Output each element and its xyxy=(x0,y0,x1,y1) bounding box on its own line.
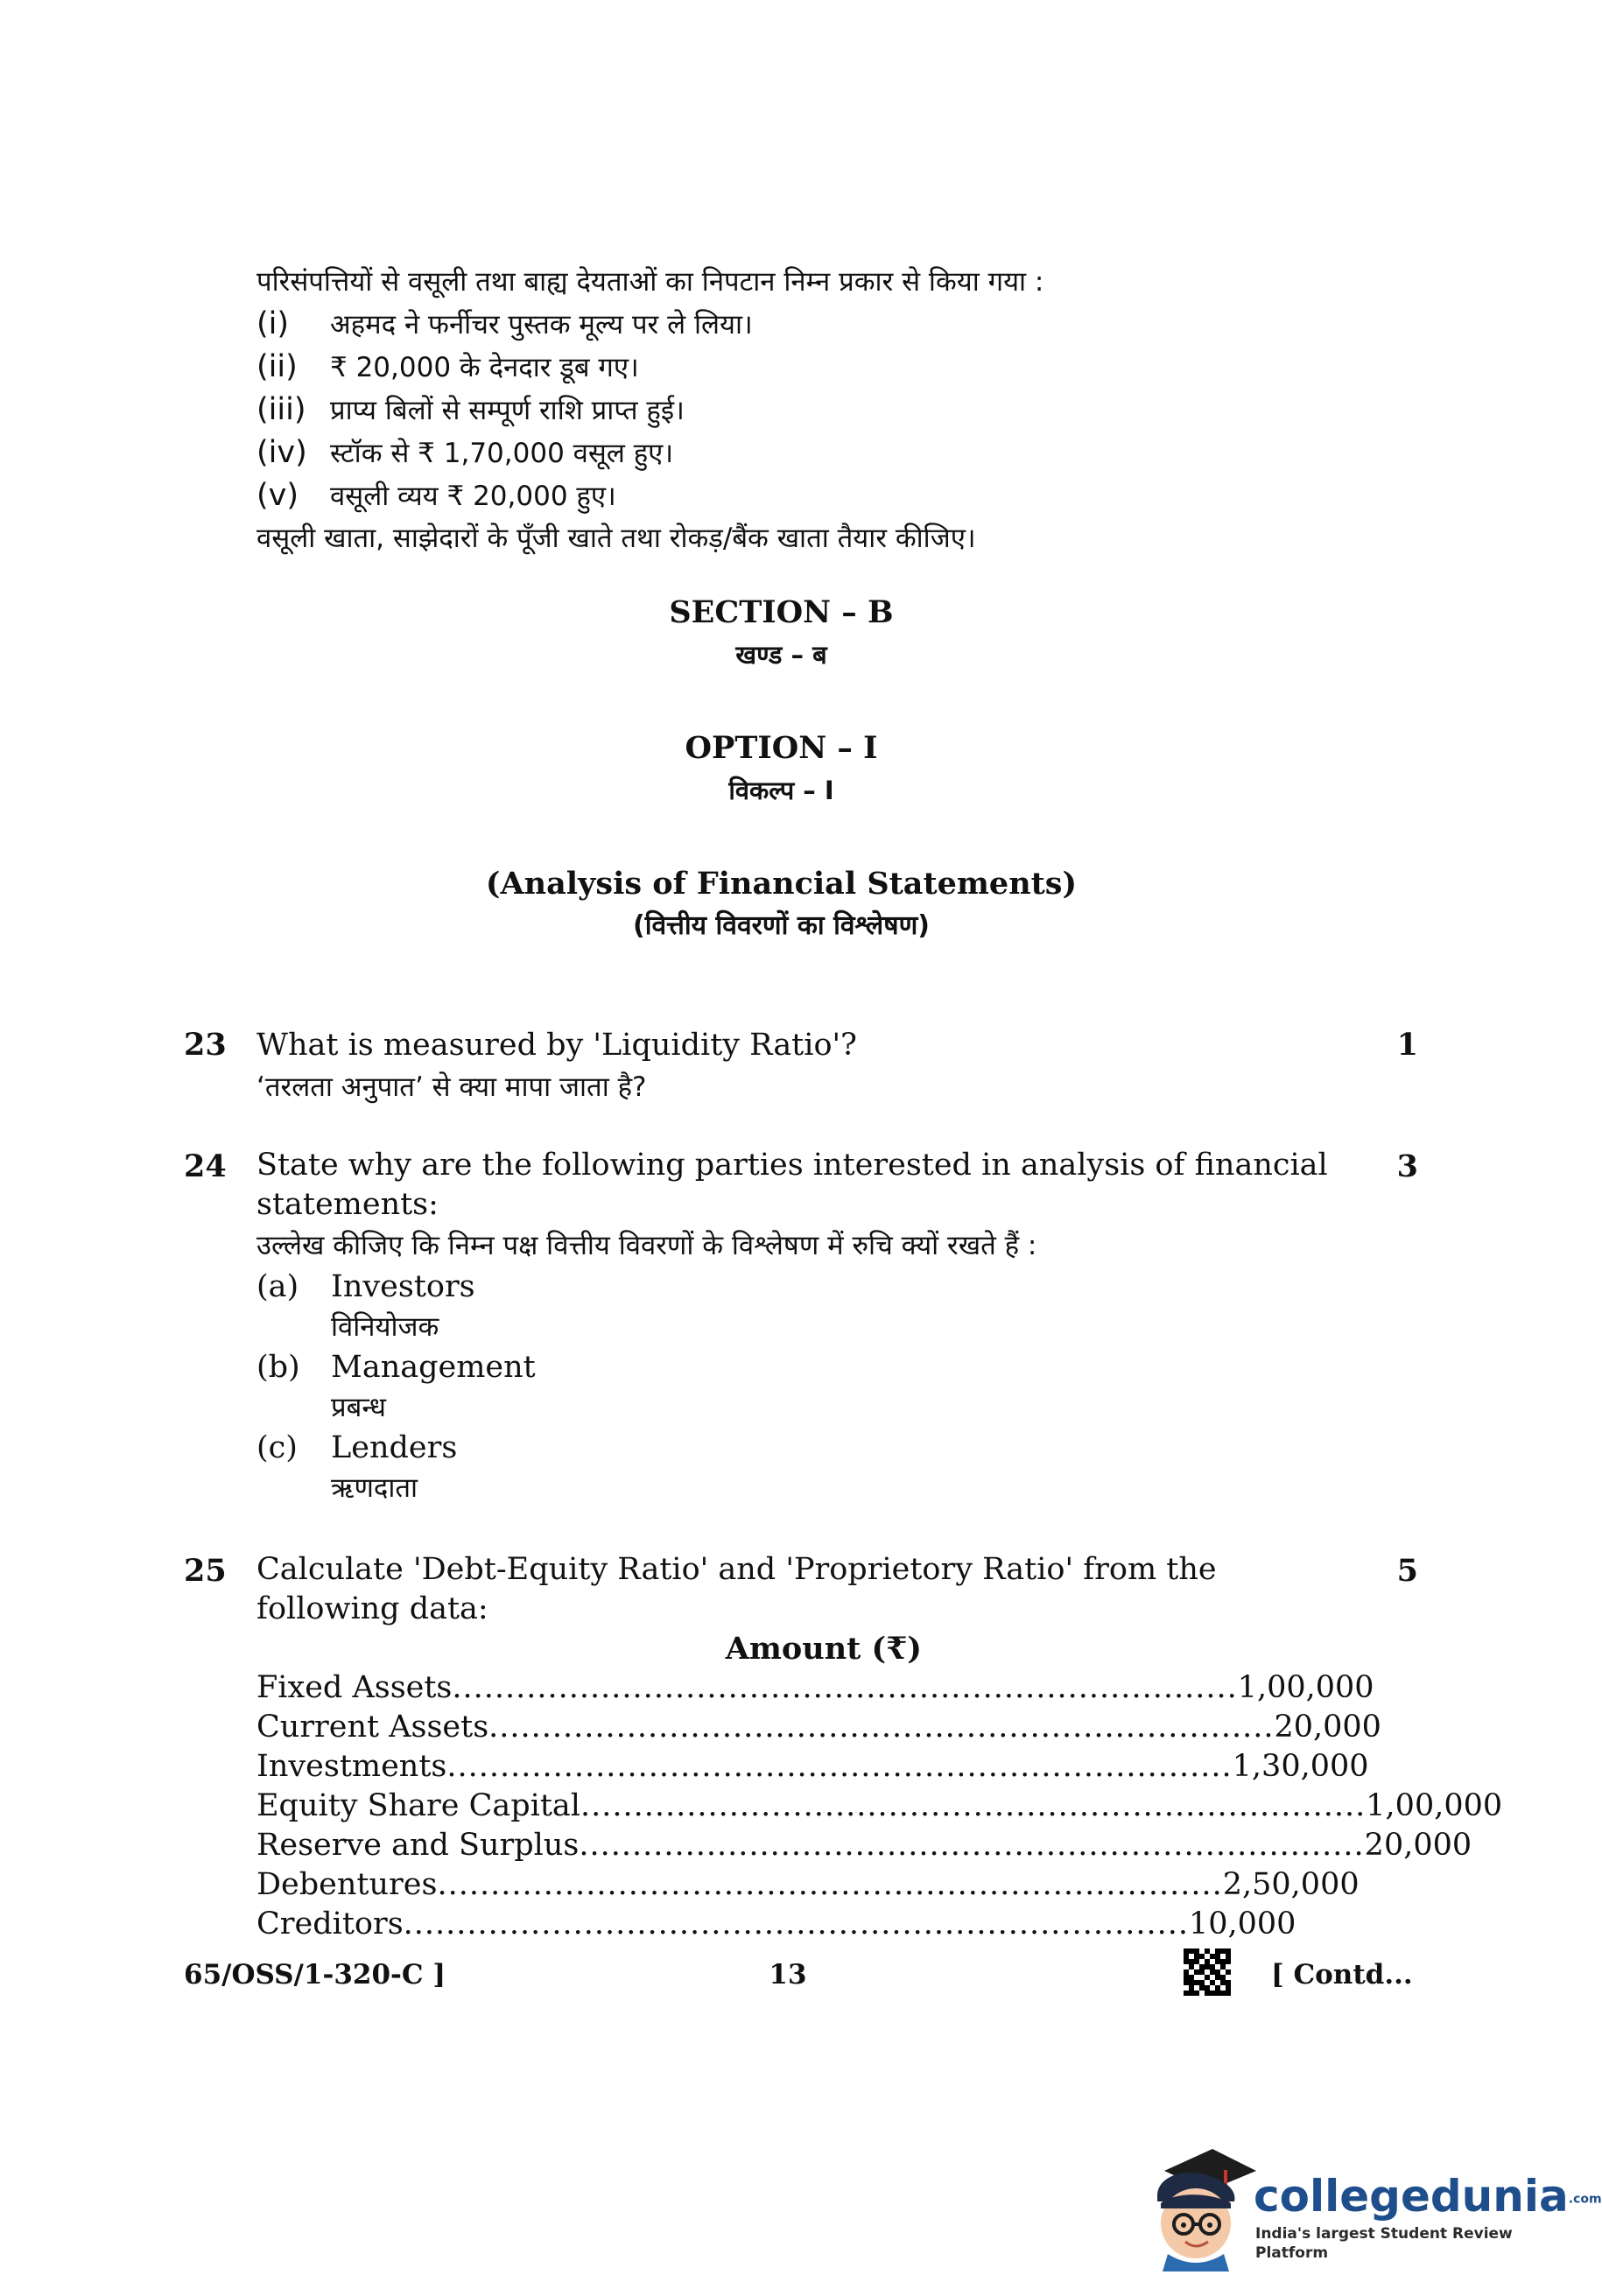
top-item-label: (iii) xyxy=(256,392,306,427)
section-title-hi: खण्ड – ब xyxy=(735,640,827,670)
part-label: (a) xyxy=(256,1269,299,1304)
question-text-line2: statements: xyxy=(256,1187,439,1222)
part-label: (b) xyxy=(256,1350,300,1385)
top-item-label: (ii) xyxy=(256,349,298,384)
part-b xyxy=(256,1347,1360,1387)
top-intro: परिसंपत्तियों से वसूली तथा बाह्य देयताओं का निपटान निम्न प्रकार से किया गया : xyxy=(256,266,1044,298)
row-name: Current Assets xyxy=(256,1710,489,1745)
row-value: 20,000 xyxy=(1364,1828,1472,1863)
data-row-equity-share-capital xyxy=(256,1787,1503,1826)
row-name: Equity Share Capital xyxy=(256,1788,580,1823)
leader-dots: .......................................................................... xyxy=(579,1828,1365,1863)
row-name: Debentures xyxy=(256,1867,438,1902)
collegedunia-logo xyxy=(1138,2140,1602,2271)
top-item-5 xyxy=(256,474,1412,517)
leader-dots: .......................................................................... xyxy=(488,1710,1275,1745)
option-title: OPTION – I xyxy=(685,730,878,766)
top-item-text: अहमद ने फर्नीचर पुस्तक मूल्य पर ले लिया। xyxy=(330,309,753,341)
subject-title: (Analysis of Financial Statements) xyxy=(485,866,1078,902)
top-item-label: (iv) xyxy=(256,435,307,470)
qr-code-icon xyxy=(1184,1948,1231,1996)
data-row-investments xyxy=(256,1747,1369,1787)
question-marks: 1 xyxy=(1396,1027,1418,1063)
data-row-creditors xyxy=(256,1905,1296,1944)
top-item-label: (i) xyxy=(256,306,290,341)
part-label: (c) xyxy=(256,1430,298,1465)
row-name: Creditors xyxy=(256,1906,404,1941)
row-name: Fixed Assets xyxy=(256,1670,453,1705)
row-name: Investments xyxy=(256,1749,447,1784)
question-marks: 3 xyxy=(1396,1148,1418,1184)
logo-name: collegedunia xyxy=(1254,2171,1569,2222)
part-a-hi: विनियोजक xyxy=(331,1311,439,1343)
row-value: 1,00,000 xyxy=(1237,1670,1374,1705)
question-text-hi: उल्लेख कीजिए कि निम्न पक्ष वित्तीय विवरणों के विश्लेषण में रुचि क्यों रखते हैं : xyxy=(256,1230,1037,1261)
page-number: 13 xyxy=(769,1959,807,1991)
top-item-3 xyxy=(256,389,1412,432)
question-text: Calculate 'Debt-Equity Ratio' and 'Proprietory Ratio' from the following data: xyxy=(256,1552,1217,1626)
data-row-fixed-assets xyxy=(256,1668,1374,1708)
question-number: 24 xyxy=(184,1148,227,1184)
top-block xyxy=(256,261,1412,559)
leader-dots: .......................................................................... xyxy=(452,1670,1238,1705)
question-text-hi: ‘तरलता अनुपात’ से क्या मापा जाता है? xyxy=(256,1071,647,1103)
top-item-4 xyxy=(256,432,1412,474)
logo-suffix: .com xyxy=(1568,2192,1602,2207)
leader-dots: .......................................................................... xyxy=(437,1867,1223,1902)
logo-tagline: India's largest Student Review Platform xyxy=(1255,2225,1513,2262)
part-a xyxy=(256,1267,1360,1307)
top-item-text: प्राप्य बिलों से सम्पूर्ण राशि प्राप्त हुई। xyxy=(330,395,685,426)
paper-code: 65/OSS/1-320-C ] xyxy=(184,1959,446,1991)
top-item-label: (v) xyxy=(256,478,299,513)
part-text: Management xyxy=(331,1350,536,1385)
question-number: 25 xyxy=(184,1553,227,1589)
subject-title-hi: (वित्तीय विवरणों का विश्लेषण) xyxy=(633,910,930,941)
part-b-hi: प्रबन्ध xyxy=(331,1392,386,1423)
question-25 xyxy=(256,1550,1503,1944)
question-text-line1: State why are the following parties interested in analysis of financial xyxy=(256,1148,1328,1183)
row-value: 10,000 xyxy=(1188,1906,1296,1941)
row-value: 1,30,000 xyxy=(1232,1749,1369,1784)
question-24 xyxy=(256,1146,1360,1508)
data-row-reserve-surplus xyxy=(256,1826,1472,1865)
part-c xyxy=(256,1428,1360,1468)
row-value: 2,50,000 xyxy=(1222,1867,1360,1902)
option-title-hi: विकल्प – I xyxy=(728,776,834,805)
question-23 xyxy=(256,1024,1360,1108)
row-value: 20,000 xyxy=(1274,1710,1381,1745)
leader-dots: .......................................................................... xyxy=(403,1906,1189,1941)
top-item-text: स्टॉक से ₹ 1,70,000 वसूल हुए। xyxy=(330,438,674,469)
mascot-icon xyxy=(1138,2140,1261,2271)
contd-label: [ Contd... xyxy=(1271,1959,1413,1991)
section-title: SECTION – B xyxy=(669,594,894,630)
top-item-text: ₹ 20,000 के देनदार डूब गए। xyxy=(330,352,639,383)
part-text: Lenders xyxy=(331,1430,458,1465)
part-c-hi: ऋणदाता xyxy=(331,1472,418,1504)
row-value: 1,00,000 xyxy=(1366,1788,1503,1823)
amount-header: Amount (₹) xyxy=(725,1631,922,1667)
data-row-current-assets xyxy=(256,1708,1381,1747)
question-text: What is measured by 'Liquidity Ratio'? xyxy=(256,1028,857,1063)
question-marks: 5 xyxy=(1396,1553,1418,1589)
row-name: Reserve and Surplus xyxy=(256,1828,580,1863)
top-item-2 xyxy=(256,346,1412,389)
part-text: Investors xyxy=(331,1269,475,1304)
question-number: 23 xyxy=(184,1027,227,1063)
top-item-text: वसूली व्यय ₹ 20,000 हुए। xyxy=(330,481,616,512)
top-item-1 xyxy=(256,303,1412,346)
logo-wordmark xyxy=(1254,2172,1602,2224)
leader-dots: .......................................................................... xyxy=(580,1788,1367,1823)
leader-dots: .......................................................................... xyxy=(446,1749,1233,1784)
top-instruction: वसूली खाता, साझेदारों के पूँजी खाते तथा रोकड़/बैंक खाता तैयार कीजिए। xyxy=(256,523,976,554)
data-row-debentures xyxy=(256,1865,1360,1905)
